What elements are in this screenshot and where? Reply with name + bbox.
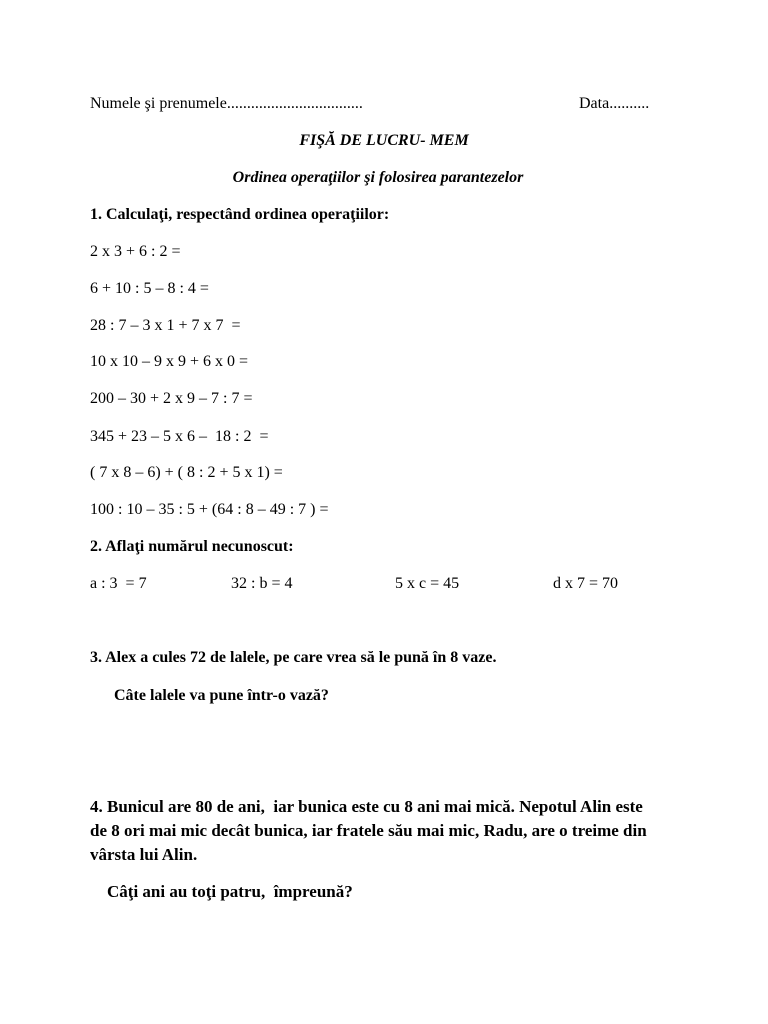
exercise-1-item: 6 + 10 : 5 – 8 : 4 = bbox=[90, 280, 209, 297]
exercise-2-item: a : 3 = 7 bbox=[90, 575, 147, 592]
exercise-2-heading: 2. Aflaţi numărul necunoscut: bbox=[90, 538, 294, 555]
exercise-4-line: vârsta lui Alin. bbox=[90, 845, 198, 864]
worksheet-subtitle: Ordinea operaţiilor şi folosirea parantezelor bbox=[232, 169, 524, 186]
exercise-1-item: ( 7 x 8 – 6) + ( 8 : 2 + 5 x 1) = bbox=[90, 464, 283, 481]
exercise-1-item: 345 + 23 – 5 x 6 – 18 : 2 = bbox=[90, 428, 269, 445]
exercise-1-item: 28 : 7 – 3 x 1 + 7 x 7 = bbox=[90, 317, 241, 334]
exercise-1-item: 100 : 10 – 35 : 5 + (64 : 8 – 49 : 7 ) = bbox=[90, 501, 329, 518]
exercise-2-item: 32 : b = 4 bbox=[231, 575, 293, 592]
exercise-1-item: 200 – 30 + 2 x 9 – 7 : 7 = bbox=[90, 390, 253, 407]
exercise-4-line: 4. Bunicul are 80 de ani, iar bunica este cu 8 ani mai mică. Nepotul Alin este bbox=[90, 797, 643, 816]
exercise-2-item: d x 7 = 70 bbox=[553, 575, 619, 592]
exercise-4-question: Câţi ani au toţi patru, împreună? bbox=[107, 882, 353, 901]
exercise-1-item: 10 x 10 – 9 x 9 + 6 x 0 = bbox=[90, 353, 249, 370]
exercise-3-text: 3. Alex a cules 72 de lalele, pe care vrea să le pună în 8 vaze. bbox=[90, 649, 497, 666]
exercise-1-heading: 1. Calculaţi, respectând ordinea operaţiilor: bbox=[90, 206, 390, 223]
name-field-label: Numele şi prenumele.................................. bbox=[90, 95, 363, 112]
worksheet-title: FIŞĂ DE LUCRU- MEM bbox=[299, 132, 469, 149]
exercise-2-item: 5 x c = 45 bbox=[395, 575, 460, 592]
exercise-3-question: Câte lalele va pune într-o vază? bbox=[114, 687, 329, 704]
exercise-1-item: 2 x 3 + 6 : 2 = bbox=[90, 243, 181, 260]
exercise-4-line: de 8 ori mai mic decât bunica, iar fratele său mai mic, Radu, are o treime din bbox=[90, 821, 647, 840]
date-field-label: Data.......... bbox=[579, 95, 650, 112]
